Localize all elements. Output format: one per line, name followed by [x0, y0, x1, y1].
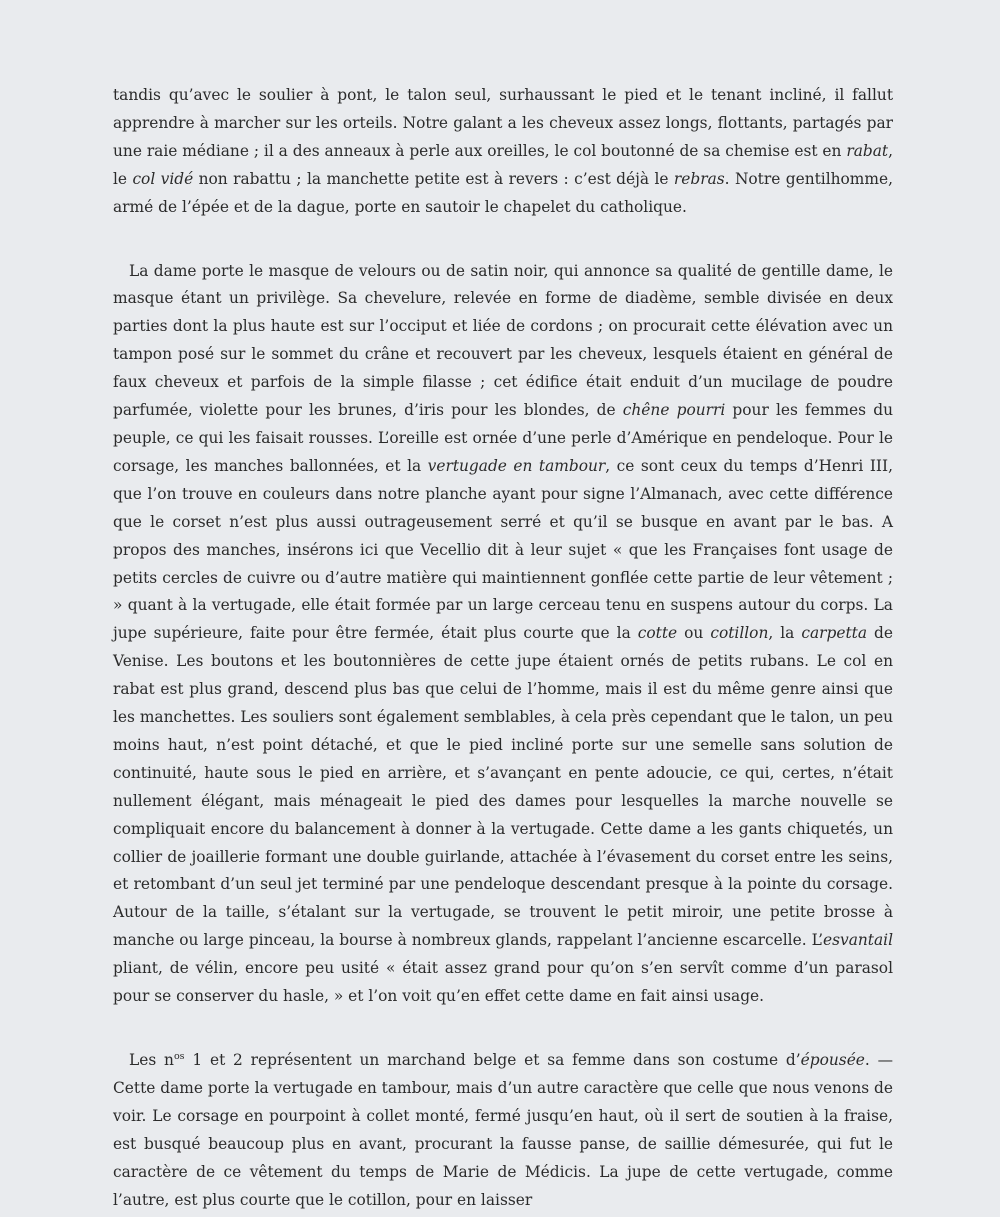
- text-run: , ce sont ceux du temps d’Henri III, que l’on trouve en couleurs dans notre planche ayant pour signe l’Almanach, avec cette différence que le corset n’est plus aussi outrageusement serré et qu’il se busque en avant par le bas. A propos des manches, insérons ici que Vecellio dit à leur sujet « que les Françaises font usage de petits cercles de cuivre ou d’autre matière qui maintiennent gonflée cette partie de leur vêtement ; » quant à la vertugade, elle était formée par un large cerceau tenu en suspens autour du corps. La jupe supérieure, faite pour être fermée, était plus courte que la: [113, 456, 893, 643]
- text-run: pliant, de vélin, encore peu usité « était assez grand pour qu’on s’en servît comme d’un parasol pour se conserver du hasle, » et l’on voit qu’en effet cette dame en fait ainsi usage.: [113, 959, 893, 1006]
- text-run: , la: [768, 624, 802, 643]
- italic-term: esvantail: [823, 931, 893, 950]
- italic-term: col vidé: [132, 169, 194, 188]
- text-run: pour les femmes du peuple, ce qui les faisait rousses. L’oreille est ornée d’une perle d’Amérique en pendeloque. Pour le corsage, les manches ballonnées, et la: [113, 401, 893, 475]
- italic-term: carpetta: [801, 624, 868, 643]
- italic-term: cotte: [637, 624, 678, 643]
- paragraph-marchand-belge: [113, 1047, 893, 1214]
- superscript-numero: os: [173, 1050, 185, 1062]
- text-run: tandis qu’avec le soulier à pont, le talon seul, surhaussant le pied et le tenant incliné, il fallut apprendre à marcher sur les orteils. Notre galant a les cheveux assez longs, flottants, partagés par une raie médiane ; il a des anneaux à perle aux oreilles, le col boutonné de sa chemise est en: [113, 86, 893, 160]
- text-run: de Venise. Les boutons et les boutonnières de cette jupe étaient ornés de petits rubans. Le col en rabat est plus grand, descend plus bas que celui de l’homme, mais il est du même genre ainsi que les manchettes. Les souliers sont également semblables, à cela près cependant que le talon, un peu moins haut, n’est point détaché, et que le pied incliné porte sur une semelle sans solution de continuité, haute sous le pied en arrière, et s’avançant en pente adoucie, ce qui, certes, n’était nullement élégant, mais ménageait le pied des dames pour lesquelles la marche nouvelle se compliquait encore du balancement à donner à la vertugade. Cette dame a les gants chiquetés, un collier de joaillerie formant une double guirlande, attachée à l’évasement du corset entre les seins, et retombant d’un seul jet terminé par une pendeloque descendant presque à la pointe du corsage. Autour de la taille, s’étalant sur la vertugade, se trouvent le petit miroir, une petite brosse à manche ou large pinceau, la bourse à nombreux glands, rappelant l’ancienne escarcelle. L’: [113, 624, 893, 950]
- italic-term: rabat: [846, 141, 889, 160]
- italic-term: vertugade en tambour: [427, 456, 606, 475]
- text-run: ou: [677, 624, 711, 643]
- text-run: 1 et 2 représentent un marchand belge et sa femme dans son costume d’: [184, 1051, 801, 1069]
- text-run: , le: [113, 141, 893, 188]
- italic-term: cotillon: [710, 624, 769, 643]
- text-run: . Notre gentilhomme, armé de l’épée et de la dague, porte en sautoir le chapelet du catholique.: [113, 169, 893, 216]
- text-run: La dame porte le masque de velours ou de satin noir, qui annonce sa qualité de gentille dame, le masque étant un privilège. Sa chevelure, relevée en forme de diadème, semble divisée en deux parties dont la plus haute est sur l’occiput et liée de cordons ; on procurait cette élévation avec un tampon posé sur le sommet du crâne et recouvert par les cheveux, lesquels étaient en général de faux cheveux et parfois de la simple filasse ; cet édifice était enduit d’un mucilage de poudre parfumée, violette pour les brunes, d’iris pour les blondes, de: [113, 261, 893, 420]
- paragraph-dame: [113, 258, 893, 1011]
- text-run: . — Cette dame porte la vertugade en tambour, mais d’un autre caractère que celle que nous venons de voir. Le corsage en pourpoint à collet monté, fermé jusqu’en haut, où il sert de soutien à la fraise, est busqué beaucoup plus en avant, procurant la fausse panse, de saillie démesurée, qui fut le caractère de ce vêtement du temps de Marie de Médicis. La jupe de cette vertugade, comme l’autre, est plus courte que le cotillon, pour en laisser: [113, 1051, 893, 1209]
- italic-term: chêne pourri: [622, 401, 726, 420]
- italic-term: rebras: [673, 169, 725, 188]
- paragraph-galant: [113, 82, 893, 222]
- text-run: Les n: [129, 1051, 174, 1069]
- text-run: non rabattu ; la manchette petite est à revers : c’est déjà le: [193, 169, 674, 188]
- italic-term: épousée: [800, 1051, 865, 1069]
